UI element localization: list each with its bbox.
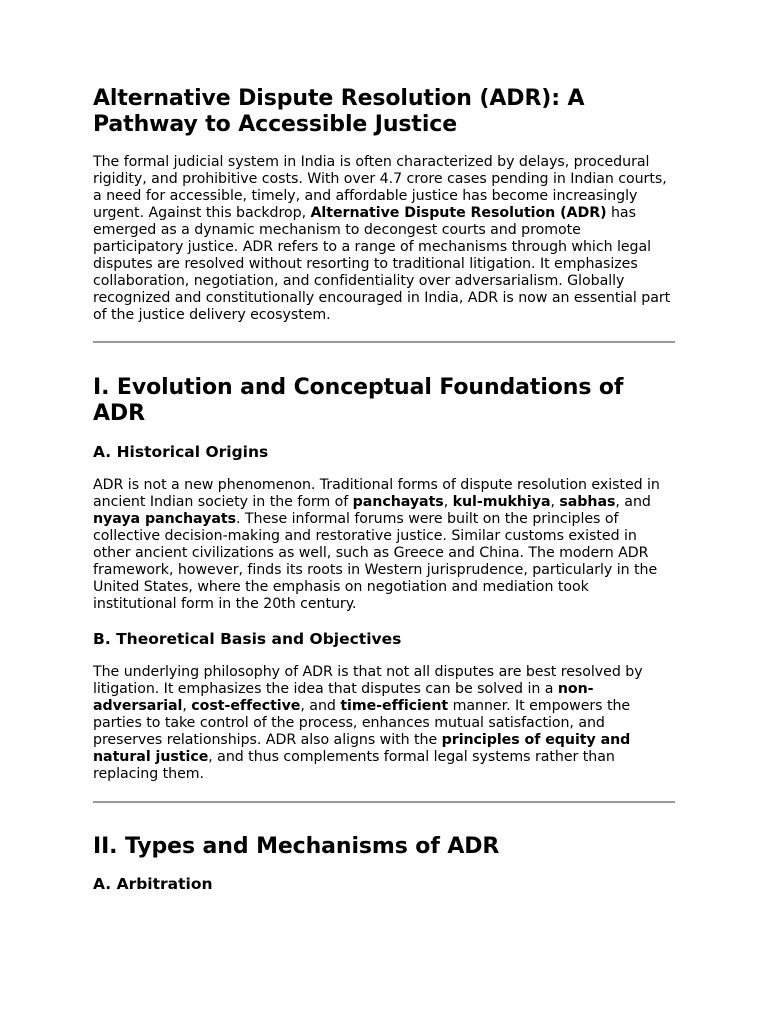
document-content [93,86,675,893]
s1b-text-4: manner. It empowers the parties to take control of the process, enhances mutual satisfaction, and preserves relationships. ADR also aligns with the [93,698,631,748]
section-1b-heading: B. Theoretical Basis and Objectives [93,630,402,648]
section-1a-heading: A. Historical Origins [93,443,269,461]
s1b-bold-cost-effective: cost-effective [191,698,301,714]
s1b-text-5: , and thus complements formal legal systems rather than replacing them. [93,749,615,782]
intro-text-1: The formal judicial system in India is often characterized by delays, procedural rigidity, and prohibitive costs. With over 4.7 crore cases pending in Indian courts, a need for accessible, timely, and affordable justice has become increasingly urgent. Against this backdrop, [93,154,667,221]
s1b-bold-non-adversarial: non-adversarial [93,681,594,714]
section-2a-heading: A. Arbitration [93,875,213,893]
s1b-text-2: , [182,698,192,714]
s1a-text-1: ADR is not a new phenomenon. Traditional forms of dispute resolution existed in ancient Indian society in the form of [93,477,660,510]
section-divider-2 [93,801,675,803]
s1a-bold-kul-mukhiya: kul-mukhiya [452,494,551,510]
section-2-heading: II. Types and Mechanisms of ADR [93,834,500,859]
s1a-text-5: . These informal forums were built on the principles of collective decision-making and restorative justice. Similar customs existed in other ancient civilizations as well, such as Greece and China. The modern ADR framework, however, finds its roots in Western jurisprudence, particularly in the United States, where the emphasis on negotiation and mediation took institutional form in the 20th century. [93,511,658,612]
document-title: Alternative Dispute Resolution (ADR): A Pathway to Accessible Justice [93,86,585,137]
s1a-text-4: , and [615,494,651,510]
s1b-bold-time-efficient: time-efficient [340,698,449,714]
section-divider-1 [93,341,675,343]
intro-bold-adr: Alternative Dispute Resolution (ADR) [310,205,607,221]
s1a-text-3: , [550,494,560,510]
s1b-text-3: , and [300,698,341,714]
s1b-bold-equity-natural-justice: principles of equity and natural justice [93,732,631,765]
s1a-bold-nyaya-panchayats: nyaya panchayats [93,511,236,527]
intro-text-2: has emerged as a dynamic mechanism to decongest courts and promote participatory justice. ADR refers to a range of mechanisms through which legal disputes are resolved without resorting to traditional litigation. It emphasizes collaboration, negotiation, and confidentiality over adversarialism. Globally recognized and constitutionally encouraged in India, ADR is now an essential part of the justice delivery ecosystem. [93,205,671,323]
s1a-text-2: , [443,494,453,510]
section-1a-paragraph [93,477,675,613]
section-1-heading: I. Evolution and Conceptual Foundations of ADR [93,375,624,426]
s1a-bold-sabhas: sabhas [559,494,616,510]
s1b-text-1: The underlying philosophy of ADR is that not all disputes are best resolved by litigation. It emphasizes the idea that disputes can be solved in a [93,664,643,697]
section-1b-paragraph [93,664,675,783]
s1a-bold-panchayats: panchayats [352,494,444,510]
intro-paragraph [93,154,675,324]
